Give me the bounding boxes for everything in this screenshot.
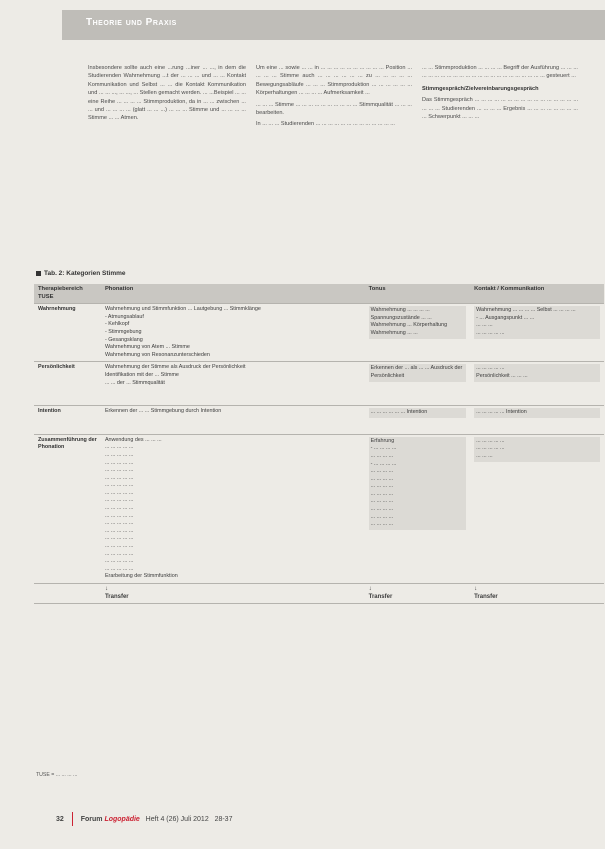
cell-line: ... ... ... ... (370, 521, 394, 528)
table-row (34, 362, 604, 406)
empty-cell (34, 584, 101, 604)
cell-line: ... ... ... ... ... (104, 489, 134, 496)
table-row (34, 434, 604, 583)
cell-line: Wahrnehmung von Atem ... Stimme (104, 344, 190, 351)
cell-line: Wahrnehmung von Resonanzunterschieden (104, 351, 210, 358)
brand-prefix: Forum (80, 815, 103, 823)
cell-line: ... ... ... ... ... (104, 558, 134, 565)
transfer-label: Transfer (474, 593, 498, 600)
cell-line: ... ... ... ... ... (104, 527, 134, 534)
cell-line: Erkennen der ... ... Stimmgebung durch Intention (104, 408, 222, 415)
cell-line: ... ... ... ... (370, 452, 394, 459)
phonation-cell (101, 406, 365, 435)
down-arrow-icon: ↓ (474, 586, 478, 592)
cell-line: Erarbeitung der Stimmfunktion (104, 573, 178, 580)
cell-line: ... ... ... ... ... (104, 444, 134, 451)
cell-line: Erfahrung (370, 437, 395, 444)
phonation-cell (101, 304, 365, 362)
cell-line: Anwendung des ... ... ... (104, 436, 162, 443)
cell-line: ... ... ... ... ... (104, 474, 134, 481)
paragraph: ... ... ... Stimme ... ... ... ... ... ... ... ... ... ... Stimmqualität ... ... ... bearbeiten. (256, 101, 412, 117)
cell-line: ... ... ... ... (370, 490, 394, 497)
cell-line: ... ... ... ... (370, 475, 394, 482)
paragraph: Das Stimmgespräch ... ... ... ... ... ... ... ... ... ... ... ... ... ... ... ... ... ... ... Studierenden ... ... ... ... Ergebnis ... ... ... ... ... ... ... ... ... Schwerpunkt ... ... ... (422, 97, 578, 121)
paragraph: Insbesondere sollte auch eine ...rung ...iner ... ..., in dem die Studierenden Wahrnehmung ...t der ... ... ... und ... ... Kontakt Kommunikation und Selbst ... ... die Kontakt Kommunikation und ... ... ..., ... ..., ... Stellen gemacht werden. ... ...Beispiel ... ... eine Reihe ... ... ... ... Stimmproduktion, da in ... ... zwischen ... ... und ... ... ... ... (glatt ... ... ...) ... ... ... Stimme und ... ... ... ... Stimme ... ... Atmen. (88, 65, 246, 122)
cell-line: - Gesangsklang (104, 336, 143, 343)
brand-suffix: Logopädie (104, 815, 140, 823)
cell-line: ... ... ... ... (370, 506, 394, 513)
cell-line: ... ... der ... Stimmqualität (104, 379, 165, 386)
paragraph: In ... ... ... Studierenden ... ... ... ... ... ... ... ... ... ... ... ... ... (256, 121, 395, 128)
category-cell: Wahrnehmung (34, 304, 101, 362)
cell-line: Persönlichkeit ... ... ... (476, 372, 528, 379)
category-cell: Persönlichkeit (34, 362, 101, 406)
kontakt-cell (470, 362, 604, 406)
cell-line: ... ... ... ... ... (104, 497, 134, 504)
footer-divider (72, 812, 73, 826)
header-cell: Tonus (365, 284, 470, 304)
cell-line: ... ... ... ... ... (104, 543, 134, 550)
transfer-cell (470, 584, 604, 604)
cell-line: Wahrnehmung und Stimmfunktion ... Lautgebung ... Stimmklänge (104, 306, 261, 313)
cell-line: Wahrnehmung der Stimme als Ausdruck der Persönlichkeit (104, 364, 246, 371)
cell-line: ... ... ... ... ... (476, 437, 505, 444)
cell-line: ... ... ... ... ... (104, 535, 134, 542)
down-arrow-icon: ↓ (104, 586, 108, 592)
text-column-3 (422, 64, 578, 124)
category-cell: Intention (34, 406, 101, 435)
cell-line: ... ... ... ... ... (104, 482, 134, 489)
page-number: 32 (56, 815, 64, 823)
cell-line: ... ... ... ... ... (476, 365, 505, 372)
transfer-label: Transfer (104, 593, 129, 600)
caption-text: Tab. 2: Kategorien Stimme (44, 270, 126, 277)
table-caption (36, 270, 126, 277)
cell-line: ... ... ... ... (370, 513, 394, 520)
cell-line: ... ... ... ... (370, 468, 394, 475)
transfer-label: Transfer (368, 593, 393, 600)
cell-line: ... ... ... ... ... (104, 565, 134, 572)
cell-line: - Stimmgebung (104, 328, 142, 335)
category-cell: Zusammenführung der Phonation (34, 434, 101, 583)
paragraph: ... ... Stimmproduktion ... ... ... ... Begriff der Ausführung ... ... ... ... ... ... ... ... ... ... ... ... ... ... ... ... ... ... ... ... ... ... ... gesteuert ... (422, 65, 578, 80)
cell-line: ... ... ... ... ... (104, 512, 134, 519)
cell-line: - Atmungsablauf (104, 313, 144, 320)
cell-line: Wahrnehmung ... ... ... ... Selbst ... ... ... ... (476, 307, 576, 314)
table-row (34, 406, 604, 435)
journal-name (81, 816, 140, 823)
phonation-cell (101, 362, 365, 406)
cell-line: Wahrnehmung ... ... (370, 329, 418, 336)
tonus-cell (365, 434, 470, 583)
cell-line: ... ... ... ... ... (104, 467, 134, 474)
cell-line: ... ... ... ... (370, 498, 394, 505)
down-arrow-icon: ↓ (368, 586, 372, 592)
cell-line: - ... Ausgangspunkt ... ... (476, 314, 535, 321)
kontakt-cell (470, 434, 604, 583)
cell-line: Wahrnehmung ... ... ... ... Spannungszustände ... ... (370, 307, 432, 321)
categories-table (34, 284, 604, 604)
text-column-1 (88, 64, 246, 126)
cell-line: - ... ... ... ... (370, 460, 397, 467)
table-header-row (34, 284, 604, 304)
cell-line: ... ... ... ... ... Intention (476, 409, 527, 416)
transfer-cell (365, 584, 470, 604)
text-column-2 (256, 64, 412, 132)
cell-line: ... ... ... ... ... (104, 550, 134, 557)
cell-line: - ... ... ... ... (370, 445, 397, 452)
cell-line: ... ... ... ... ... (104, 459, 134, 466)
tonus-cell (365, 362, 470, 406)
issue-info: Heft 4 (26) Juli 2012 (145, 815, 209, 823)
cell-line: Erkennen der ... als ... ... Ausdruck der Persönlichkeit (370, 365, 463, 379)
caption-marker-icon (36, 271, 41, 276)
cell-line: ... ... ... ... ... (104, 505, 134, 512)
section-title: Theorie und Praxis (86, 17, 177, 28)
header-cell: Kontakt / Kommunikation (470, 284, 604, 304)
cell-line: ... ... ... ... ... ... Intention (370, 409, 428, 416)
cell-line: ... ... ... ... ... (104, 451, 134, 458)
cell-line: - Kehlkopf (104, 321, 130, 328)
cell-line: ... ... ... (476, 322, 493, 329)
transfer-row (34, 584, 604, 604)
cell-line: ... ... ... ... (370, 483, 394, 490)
transfer-cell (101, 584, 365, 604)
paragraph: Um eine ... sowie ... ... in ... ... ... ... ... ... ... ... ... ... Position ... ... ... ... Stimme auch ... ... ... ... ... ... zu ... ... ... ... ... Bewegungsabläufe ... ... ... Stimmproduktion ... ... ... ... ... ... Körperhaltungen ... ... ... ... Aufmerksamkeit ... (256, 65, 412, 97)
tonus-cell (365, 304, 470, 362)
cell-line: ... ... ... (476, 452, 493, 459)
cell-line: ... ... ... ... ... (476, 445, 505, 452)
tonus-cell (365, 406, 470, 435)
cell-line: Wahrnehmung ... Körperhaltung (370, 322, 448, 329)
kontakt-cell (470, 406, 604, 435)
cell-line: ... ... ... ... ... (476, 329, 505, 336)
phonation-cell (101, 434, 365, 583)
header-cell: Phonation (101, 284, 365, 304)
cell-line: ... ... ... ... ... (104, 520, 134, 527)
page-footer (56, 812, 232, 826)
subheading: Stimmgespräch/Zielvereinbarungsgespräch (422, 85, 539, 92)
page-range: 28-37 (214, 815, 233, 823)
table-footnote: TUSE = ... ... ... ... (36, 772, 78, 778)
cell-line: Identifikation mit der ... Stimme (104, 371, 179, 378)
kontakt-cell (470, 304, 604, 362)
table-row (34, 304, 604, 362)
header-cell: Therapiebereich TUSE (34, 284, 101, 304)
